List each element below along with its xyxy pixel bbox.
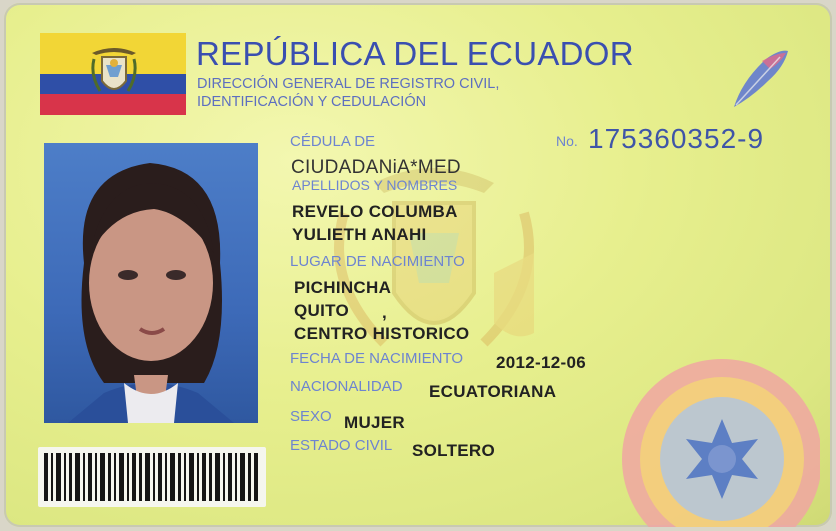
- barcode: [38, 447, 266, 507]
- birthplace-separator: ,: [382, 303, 388, 322]
- birthplace-city: QUITO: [294, 301, 350, 320]
- sex-value: MUJER: [344, 413, 406, 432]
- surnames-value: REVELO COLUMBA: [292, 202, 458, 221]
- birthplace-label: LUGAR DE NACIMIENTO: [290, 253, 465, 270]
- id-number: 175360352-9: [588, 123, 765, 154]
- rosette-seal-icon: [610, 355, 820, 527]
- holder-photo: [44, 143, 258, 423]
- civil-status-value: SOLTERO: [412, 441, 496, 460]
- number-label: No.: [556, 133, 578, 149]
- cedula-label: CÉDULA DE: [290, 133, 376, 150]
- id-card: [4, 3, 832, 527]
- coat-of-arms-icon: [88, 41, 140, 107]
- given-names-value: YULIETH ANAHI: [292, 225, 427, 244]
- cedula-type-value: CIUDADANiA*MED: [291, 157, 461, 178]
- birthplace-parish: CENTRO HISTORICO: [294, 324, 470, 343]
- nationality-label: NACIONALIDAD: [290, 378, 403, 395]
- issuing-agency: [197, 75, 499, 111]
- birthdate-label: FECHA DE NACIMIENTO: [290, 350, 464, 367]
- ecuador-flag-icon: [40, 33, 186, 115]
- sex-label: SEXO: [290, 408, 332, 425]
- agency-line-1: DIRECCIÓN GENERAL DE REGISTRO CIVIL,: [197, 76, 500, 92]
- civil-status-label: ESTADO CIVIL: [290, 437, 393, 454]
- birthplace-province: PICHINCHA: [294, 278, 392, 297]
- portrait-icon: [44, 143, 258, 423]
- birthdate-value: 2012-12-06: [496, 353, 586, 372]
- names-label: APELLIDOS Y NOMBRES: [292, 177, 458, 193]
- nationality-value: ECUATORIANA: [429, 382, 557, 401]
- barcode-icon: [44, 453, 260, 501]
- feather-hologram-icon: [722, 41, 798, 117]
- agency-line-2: IDENTIFICACIÓN Y CEDULACIÓN: [197, 94, 427, 110]
- country-title: REPÚBLICA DEL ECUADOR: [196, 35, 634, 72]
